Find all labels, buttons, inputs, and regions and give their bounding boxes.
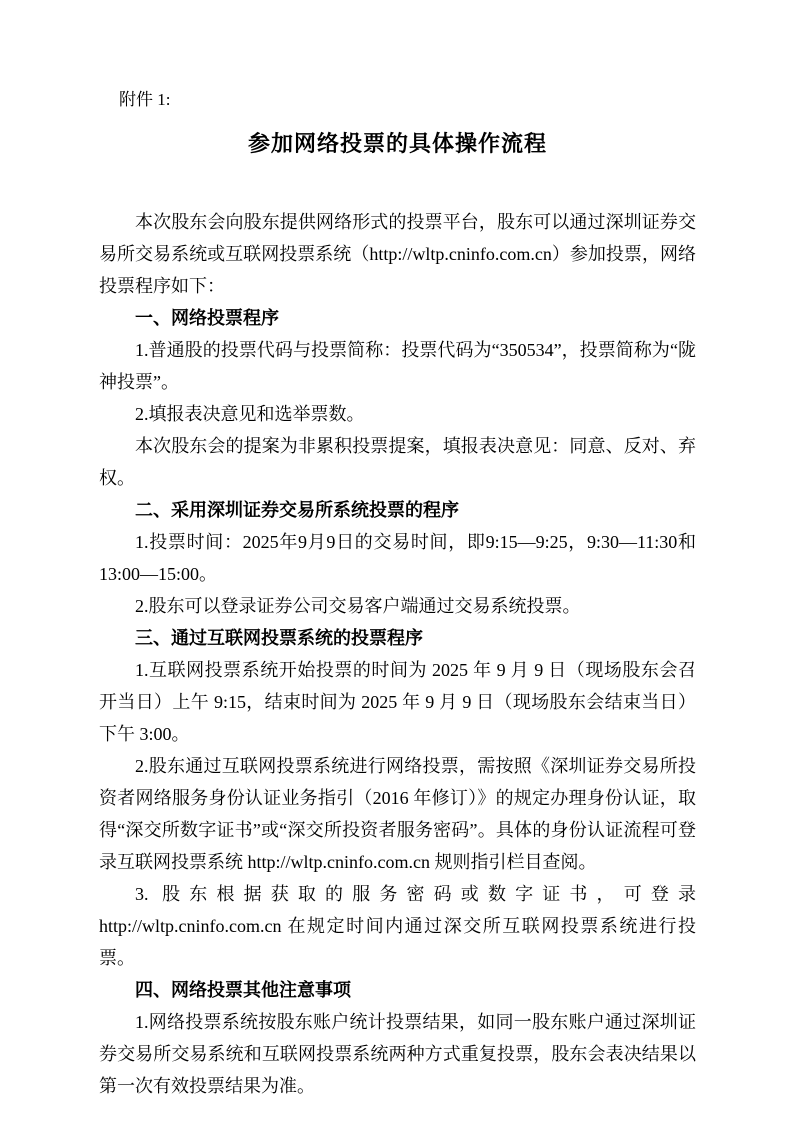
document-title: 参加网络投票的具体操作流程 — [247, 131, 547, 156]
attachment-label: 附件 1: — [119, 90, 171, 109]
section-2-paragraph-2: 2.股东可以登录证券公司交易客户端通过交易系统投票。 — [135, 596, 581, 616]
section-1-paragraph-2: 2.填报表决意见和选举票数。 — [135, 404, 365, 424]
section-1-paragraph-3: 本次股东会的提案为非累积投票提案，填报表决意见：同意、反对、弃权。 — [99, 436, 696, 488]
intro-paragraph: 本次股东会向股东提供网络形式的投票平台，股东可以通过深圳证券交易所交易系统或互联网投票系统（http://wltp.cninfo.com.cn）参加投票，网络投票程序如下： — [99, 212, 696, 296]
section-3-heading: 三、通过互联网投票系统的投票程序 — [135, 628, 423, 648]
section-1-paragraph-1: 1.普通股的投票代码与投票简称：投票代码为“350534”，投票简称为“陇神投票”。 — [99, 340, 696, 392]
section-1-heading: 一、网络投票程序 — [135, 308, 279, 328]
section-4-heading: 四、网络投票其他注意事项 — [135, 980, 351, 1000]
section-2-paragraph-1: 1.投票时间：2025年9月9日的交易时间，即9:15—9:25，9:30—11:30和13:00—15:00。 — [99, 532, 696, 584]
section-3-paragraph-2: 2.股东通过互联网投票系统进行网络投票，需按照《深圳证券交易所投资者网络服务身份认证业务指引（2016 年修订）》的规定办理身份认证，取得“深交所数字证书”或“深交所投资者服务密码”。具体的身份认证流程可登录互联网投票系统 http://wltp.cninfo.com.cn 规则指引栏目查阅。 — [99, 756, 696, 872]
section-4-paragraph-1: 1.网络投票系统按股东账户统计投票结果，如同一股东账户通过深圳证券交易所交易系统和互联网投票系统两种方式重复投票，股东会表决结果以第一次有效投票结果为准。 — [99, 1012, 696, 1096]
section-3-paragraph-1: 1.互联网投票系统开始投票的时间为 2025 年 9 月 9 日（现场股东会召开当日）上午 9:15，结束时间为 2025 年 9 月 9 日（现场股东会结束当日）下午 3:00。 — [99, 660, 696, 744]
section-2-heading: 二、采用深圳证券交易所系统投票的程序 — [135, 500, 459, 520]
section-3-paragraph-3: 3. 股东根据获取的服务密码或数字证书，可登录 http://wltp.cninfo.com.cn 在规定时间内通过深交所互联网投票系统进行投票。 — [99, 884, 696, 968]
